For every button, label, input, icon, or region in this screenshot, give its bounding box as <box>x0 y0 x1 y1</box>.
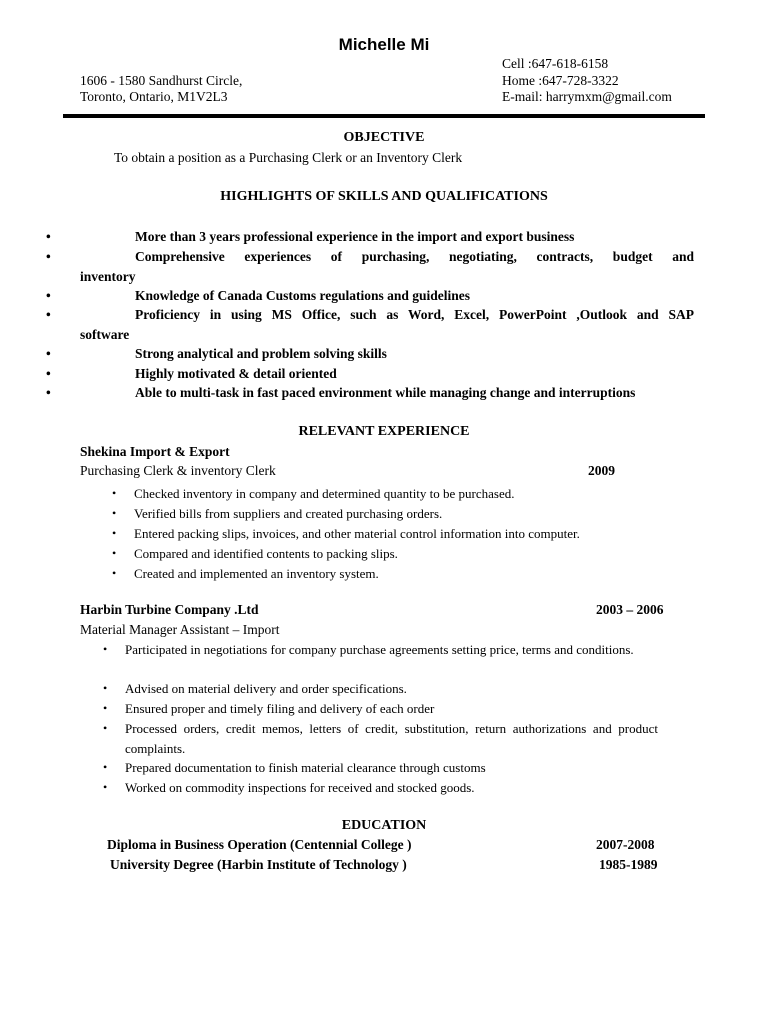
bullet-icon: • <box>112 566 117 580</box>
education-heading: EDUCATION <box>341 818 427 833</box>
job-role: Purchasing Clerk & inventory Clerk <box>80 463 276 478</box>
duty-item: • Prepared documentation to finish material clearance through customs <box>103 758 694 778</box>
duty-item: • Worked on commodity inspections for received and stocked goods. <box>103 778 694 798</box>
education-degree: Diploma in Business Operation (Centennial College ) <box>107 837 412 852</box>
objective-text: To obtain a position as a Purchasing Clerk or an Inventory Clerk <box>114 150 463 165</box>
duty-item: • Checked inventory in company and determined quantity to be purchased. <box>112 484 692 504</box>
experience-heading: RELEVANT EXPERIENCE <box>298 424 470 439</box>
highlight-item: • More than 3 years professional experience in the import and export business <box>46 227 694 247</box>
home-phone: Home :647-728-3322 <box>502 73 619 88</box>
job-company: Shekina Import & Export <box>80 444 230 459</box>
duty-item: • Created and implemented an inventory system. <box>112 564 692 584</box>
highlight-item: • Knowledge of Canada Customs regulations and guidelines <box>46 286 694 306</box>
bullet-icon: • <box>103 780 108 794</box>
education-years: 2007-2008 <box>596 837 655 852</box>
header-divider <box>63 114 705 118</box>
duty-item: • Verified bills from suppliers and created purchasing orders. <box>112 504 692 524</box>
bullet-icon: • <box>112 506 117 520</box>
job-role: Material Manager Assistant – Import <box>80 622 280 637</box>
highlight-item: • Able to multi-task in fast paced environment while managing change and interruptions <box>46 383 694 403</box>
cell-phone: Cell :647-618-6158 <box>502 56 609 71</box>
bullet-icon: • <box>46 385 51 400</box>
bullet-icon: • <box>46 307 51 322</box>
bullet-icon: • <box>103 701 108 715</box>
duty-item: • Participated in negotiations for company purchase agreements setting price, terms and conditions. <box>103 640 694 660</box>
duty-item: • Advised on material delivery and order specifications. <box>103 679 694 699</box>
education-years: 1985-1989 <box>599 857 658 872</box>
bullet-icon: • <box>112 526 117 540</box>
bullet-icon: • <box>46 229 51 244</box>
bullet-icon: • <box>103 760 108 774</box>
address-line-2: Toronto, Ontario, M1V2L3 <box>80 89 228 104</box>
duty-item: • Entered packing slips, invoices, and other material control information into computer. <box>112 524 692 544</box>
highlights-heading: HIGHLIGHTS OF SKILLS AND QUALIFICATIONS <box>220 189 548 204</box>
job-years: 2003 – 2006 <box>596 602 664 617</box>
bullet-icon: • <box>46 366 51 381</box>
objective-heading: OBJECTIVE <box>343 130 425 145</box>
address-line-1: 1606 - 1580 Sandhurst Circle, <box>80 73 243 88</box>
duty-item: • Compared and identified contents to packing slips. <box>112 544 692 564</box>
education-degree: University Degree (Harbin Institute of Technology ) <box>110 857 407 872</box>
email: E-mail: harrymxm@gmail.com <box>502 89 672 104</box>
highlight-item: • Comprehensive experiences of purchasing, negotiating, contracts, budget and inventory <box>46 249 694 284</box>
job-years: 2009 <box>588 463 615 478</box>
bullet-icon: • <box>103 642 108 656</box>
bullet-icon: • <box>46 346 51 361</box>
job-company: Harbin Turbine Company .Ltd <box>80 602 259 617</box>
bullet-icon: • <box>112 486 117 500</box>
bullet-icon: • <box>46 249 51 264</box>
highlight-item: • Proficiency in using MS Office, such as Word, Excel, PowerPoint ,Outlook and SAP software <box>46 307 694 342</box>
bullet-icon: • <box>103 681 108 695</box>
bullet-icon: • <box>112 546 117 560</box>
highlight-item: • Highly motivated & detail oriented <box>46 364 694 384</box>
bullet-icon: • <box>46 288 51 303</box>
duty-item: • Ensured proper and timely filing and delivery of each order <box>103 699 694 719</box>
bullet-icon: • <box>103 721 108 735</box>
highlight-item: • Strong analytical and problem solving skills <box>46 344 694 364</box>
duty-item: • Processed orders, credit memos, letters of credit, substitution, return authorizations and product complaints. <box>103 721 658 756</box>
candidate-name: Michelle Mi <box>338 35 430 54</box>
